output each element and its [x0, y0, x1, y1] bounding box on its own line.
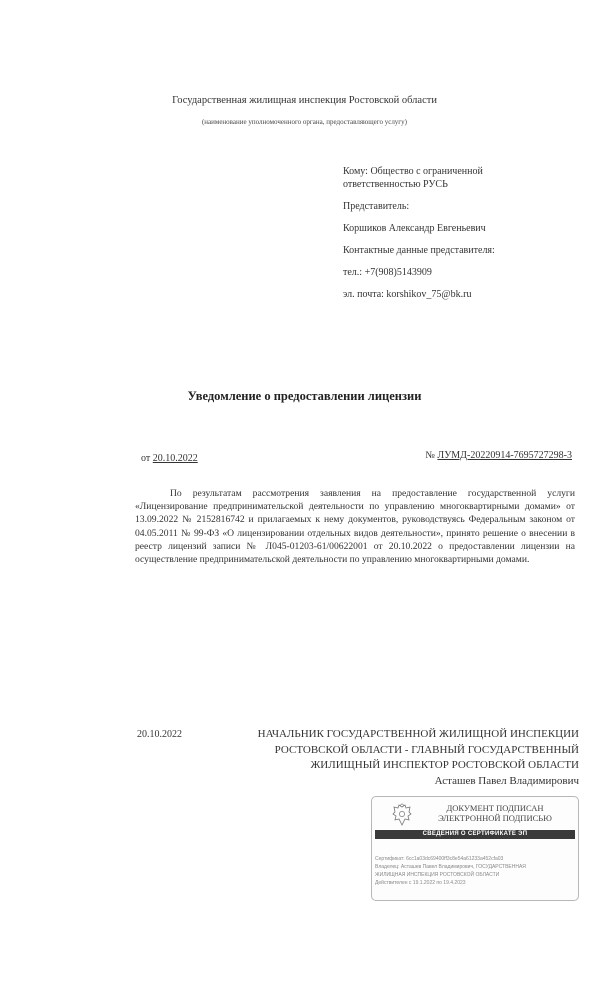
- signer-block: [219, 727, 579, 789]
- contact-email: эл. почта: korshikov_75@bk.ru: [343, 289, 472, 300]
- russian-coat-of-arms-icon: [392, 803, 412, 827]
- signer-position-line3: ЖИЛИЩНЫЙ ИНСПЕКТОР РОСТОВСКОЙ ОБЛАСТИ: [310, 759, 579, 771]
- recipient-block: [343, 165, 583, 301]
- document-title: Уведомление о предоставлении лицензии: [187, 389, 422, 403]
- contacts-label: Контактные данные представителя:: [343, 245, 495, 256]
- signer-name: Асташев Павел Владимирович: [434, 774, 579, 787]
- document-number-line: [425, 450, 572, 461]
- signer-position-line2: РОСТОВСКОЙ ОБЛАСТИ - ГЛАВНЫЙ ГОСУДАРСТВЕННЫЙ: [274, 743, 579, 756]
- stamp-heading: [420, 803, 570, 823]
- certificate-owner: Владелец: Асташев Павел Владимирович, ГОСУДАРСТВЕННАЯ: [375, 864, 526, 870]
- document-number: ЛУМД-20220914-7695727298-3: [437, 450, 572, 461]
- contact-phone: тел.: +7(908)5143909: [343, 267, 432, 278]
- signer-position-line1: НАЧАЛЬНИК ГОСУДАРСТВЕННОЙ ЖИЛИЩНОЙ ИНСПЕКЦИИ: [257, 728, 579, 740]
- number-prefix: №: [425, 450, 435, 461]
- body-paragraph: По результатам рассмотрения заявления на предоставление государственной услуги «Лицензирование предпринимательской деятельности по управлению многоквартирными домами» от 13.09.2022 № 2152816742 и прилагаемых к нему документов, руководствуясь Федеральным законом от 04.05.2011 № 99-ФЗ «О лицензировании отдельных видов деятельности», принято решение о внесении в реестр лицензий записи № Л045-01203-61/00622001 от 20.10.2022 о предоставлении лицензии на осуществление предпринимательской деятельности по управлению многоквартирными домами.: [135, 488, 575, 566]
- document-date-line: [141, 453, 198, 464]
- recipient-to-line1: Кому: Общество с ограниченной: [343, 166, 483, 177]
- certificate-details: [375, 855, 575, 887]
- date-prefix: от: [141, 453, 151, 464]
- electronic-signature-stamp: [371, 796, 579, 901]
- representative-name: Коршиков Александр Евгеньевич: [343, 223, 486, 234]
- certificate-serial: Сертификат: 6cc1a03dc69400ff3c8e54a61233a452cfa03: [375, 856, 504, 862]
- stamp-heading-line1: ДОКУМЕНТ ПОДПИСАН: [446, 803, 544, 813]
- representative-label: Представитель:: [343, 201, 410, 212]
- recipient-to-line2: ответственностью РУСЬ: [343, 179, 448, 190]
- document-date: 20.10.2022: [152, 453, 198, 464]
- signature-date: 20.10.2022: [137, 729, 182, 740]
- organization-name: Государственная жилищная инспекция Ростовской области: [172, 95, 437, 106]
- certificate-info-bar: СВЕДЕНИЯ О СЕРТИФИКАТЕ ЭП: [375, 830, 575, 839]
- stamp-heading-line2: ЭЛЕКТРОННОЙ ПОДПИСЬЮ: [438, 813, 552, 823]
- certificate-validity: Действителен с 19.1.2022 по 19.4.2023: [375, 880, 466, 886]
- certificate-owner-org: ЖИЛИЩНАЯ ИНСПЕКЦИЯ РОСТОВСКОЙ ОБЛАСТИ: [375, 872, 500, 878]
- organization-caption: (наименование уполномоченного органа, предоставляющего услугу): [201, 118, 408, 126]
